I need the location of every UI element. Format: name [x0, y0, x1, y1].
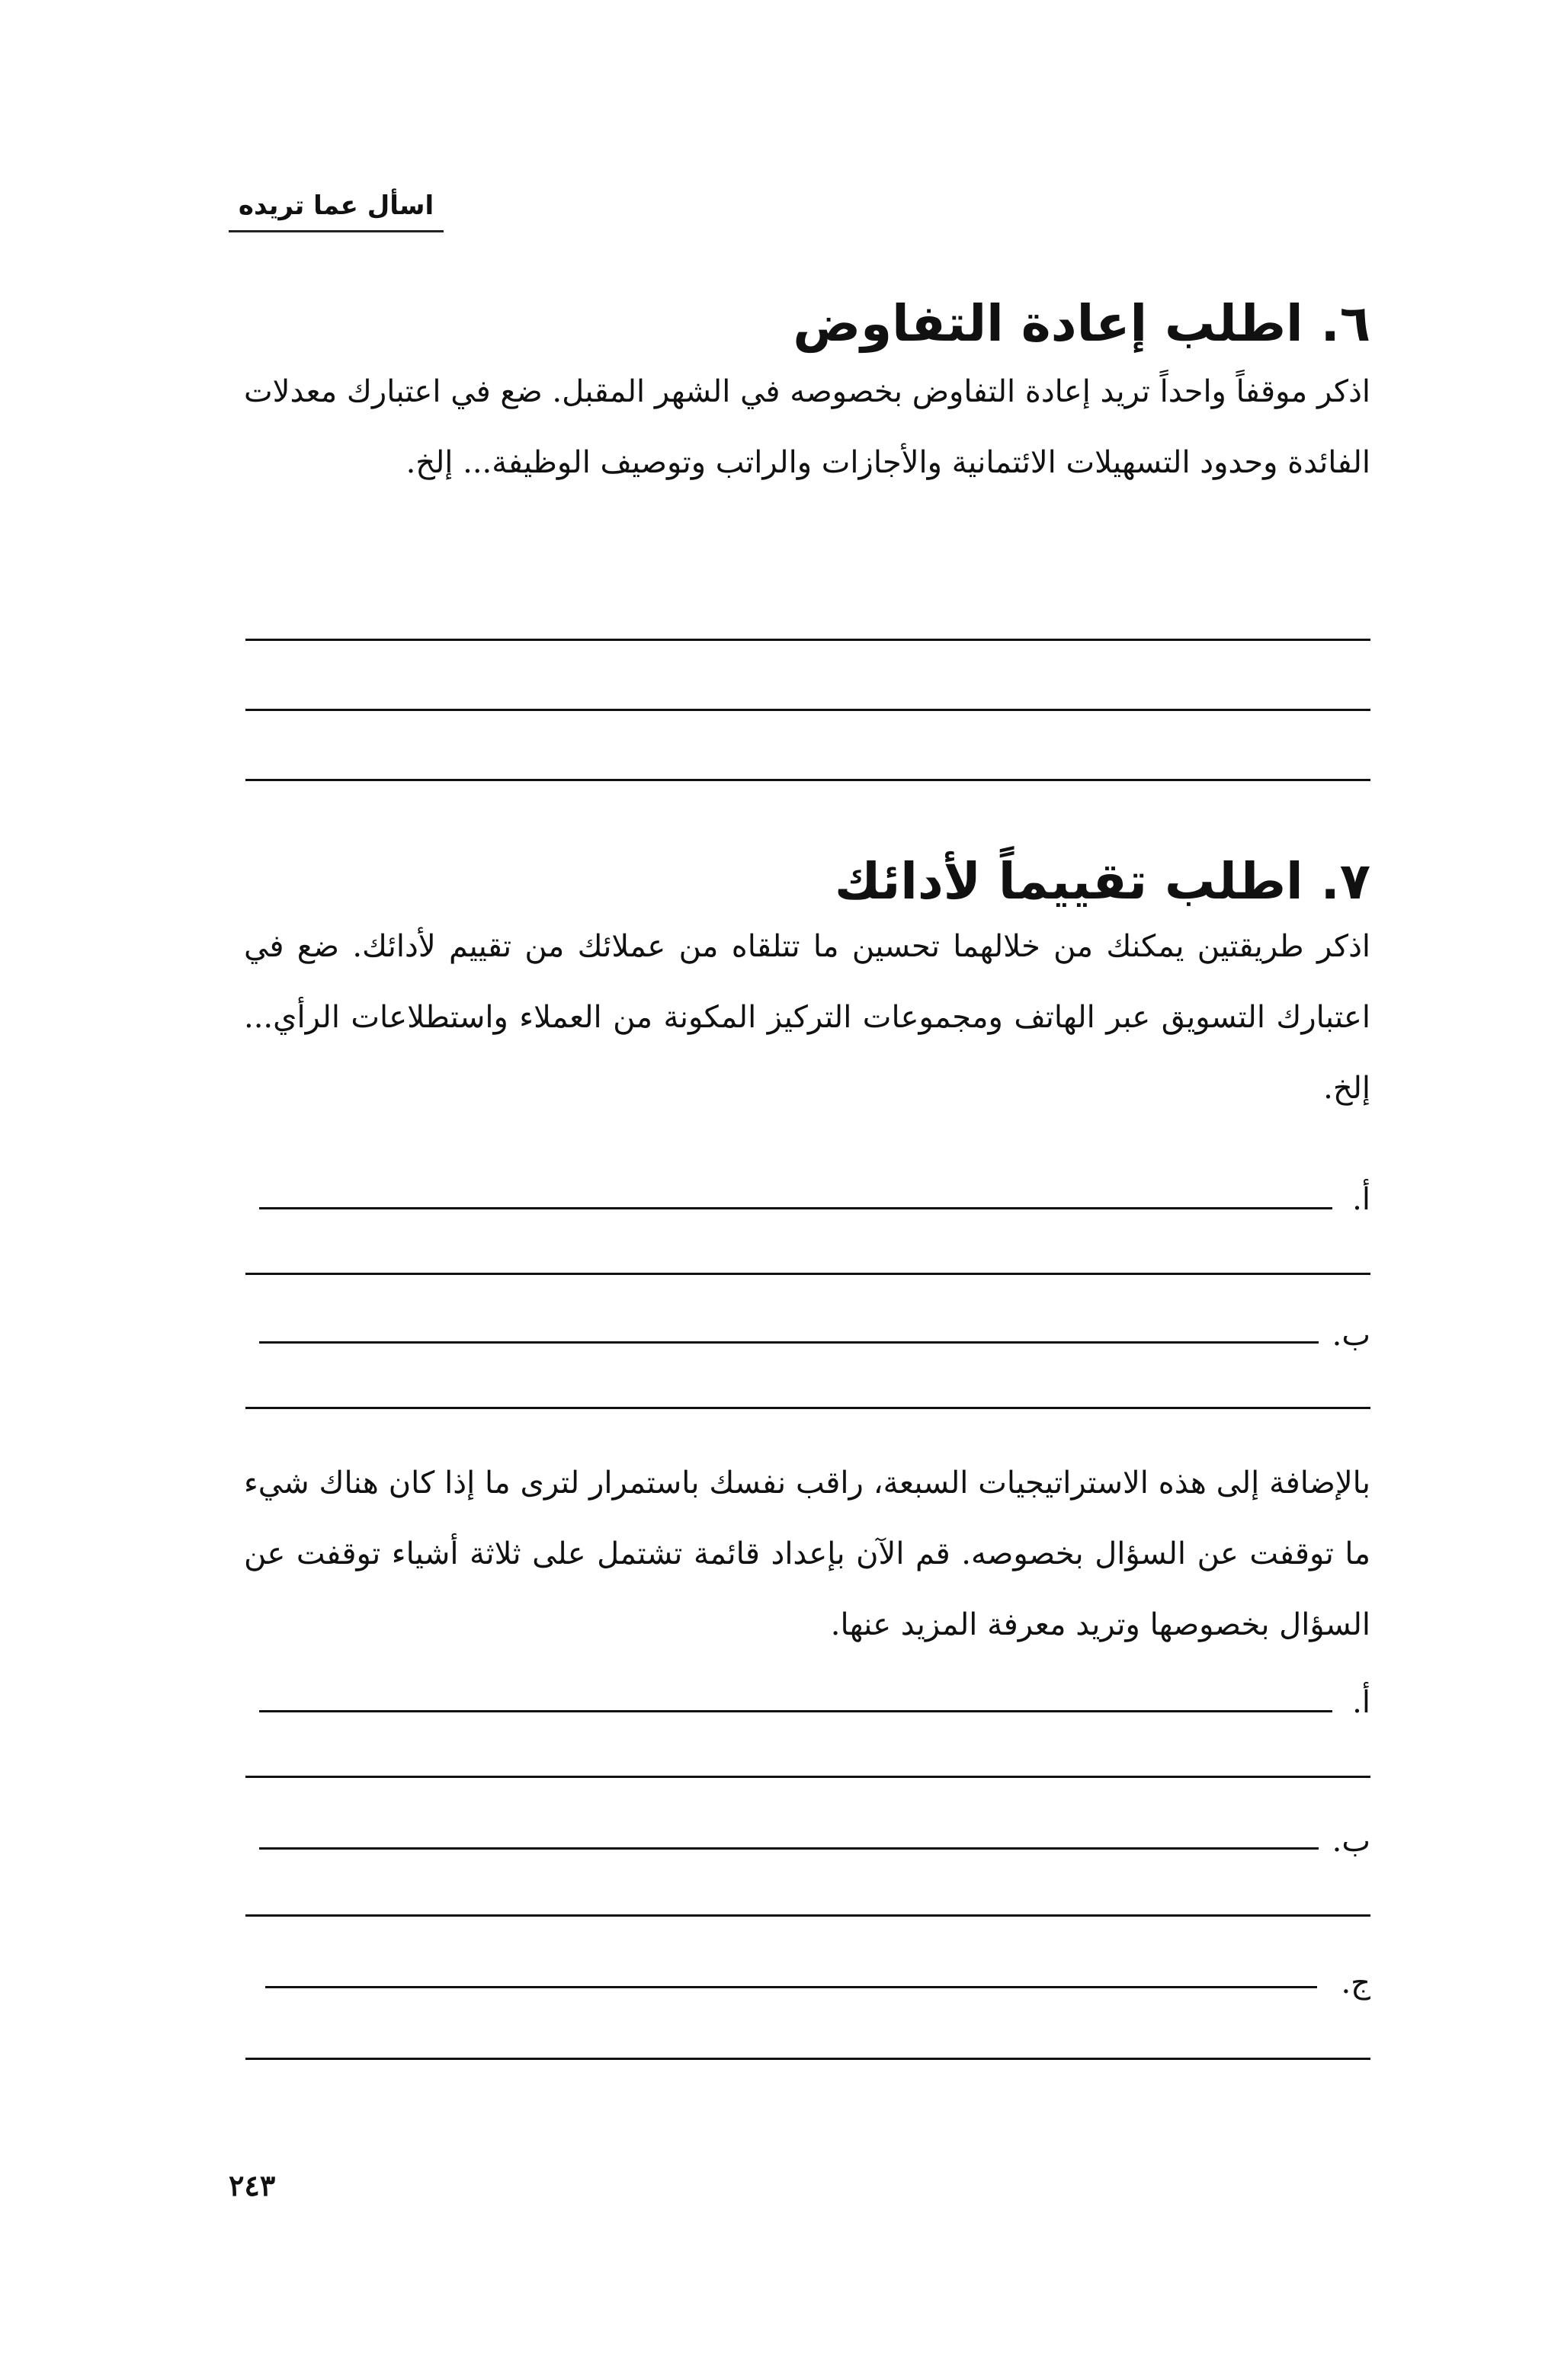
section-7	[244, 847, 1370, 1124]
answer-line[interactable]	[245, 1407, 1370, 1409]
closing-paragraph: بالإضافة إلى هذه الاستراتيجيات السبعة، راقب نفسك باستمرار لترى ما إذا كان هناك شيء ما توقفت عن السؤال بخصوصه. قم الآن بإعداد قائمة تشتمل على ثلاثة أشياء توقفت عن السؤال بخصوصها وتريد معرفة المزيد عنها.	[244, 1465, 1370, 1642]
section-7-title: ٧. اطلب تقييماً لأدائك	[835, 852, 1370, 911]
item-label-a: أ.	[1352, 1182, 1370, 1217]
item-label-b: ب.	[1332, 1318, 1370, 1353]
running-header-rule	[229, 230, 444, 232]
closing-section	[244, 1448, 1370, 1661]
answer-line[interactable]	[245, 2058, 1370, 2060]
section-6	[244, 290, 1370, 498]
answer-line-b[interactable]	[259, 1341, 1319, 1344]
answer-line-a[interactable]	[259, 1710, 1332, 1712]
item-label-a: أ.	[1352, 1685, 1370, 1720]
answer-line-b[interactable]	[259, 1847, 1319, 1850]
item-label-b: ب.	[1332, 1824, 1370, 1859]
section-6-title: ٦. اطلب إعادة التفاوض	[793, 294, 1370, 353]
answer-line[interactable]	[245, 1914, 1370, 1917]
section-7-body: اذكر طريقتين يمكنك من خلالهما تحسين ما تتلقاه من عملائك من تقييم لأدائك. ضع في اعتبارك التسويق عبر الهاتف ومجموعات التركيز المكونة من العملاء واستطلاعات الرأي... إلخ.	[244, 929, 1370, 1106]
answer-line[interactable]	[245, 639, 1370, 641]
answer-line-a[interactable]	[259, 1207, 1332, 1209]
answer-line[interactable]	[245, 779, 1370, 781]
running-header: اسأل عما تريده	[238, 191, 434, 221]
section-6-body: اذكر موقفاً واحداً تريد إعادة التفاوض بخصوصه في الشهر المقبل. ضع في اعتبارك معدلات الفائدة وحدود التسهيلات الائتمانية والأجازات والراتب وتوصيف الوظيفة... إلخ.	[244, 374, 1370, 480]
answer-line[interactable]	[245, 709, 1370, 711]
answer-line[interactable]	[245, 1273, 1370, 1275]
answer-line[interactable]	[245, 1776, 1370, 1778]
page-number: ٢٤٣	[229, 2168, 276, 2202]
item-label-c: ج.	[1341, 1965, 1370, 2000]
answer-line-c[interactable]	[265, 1986, 1317, 1988]
